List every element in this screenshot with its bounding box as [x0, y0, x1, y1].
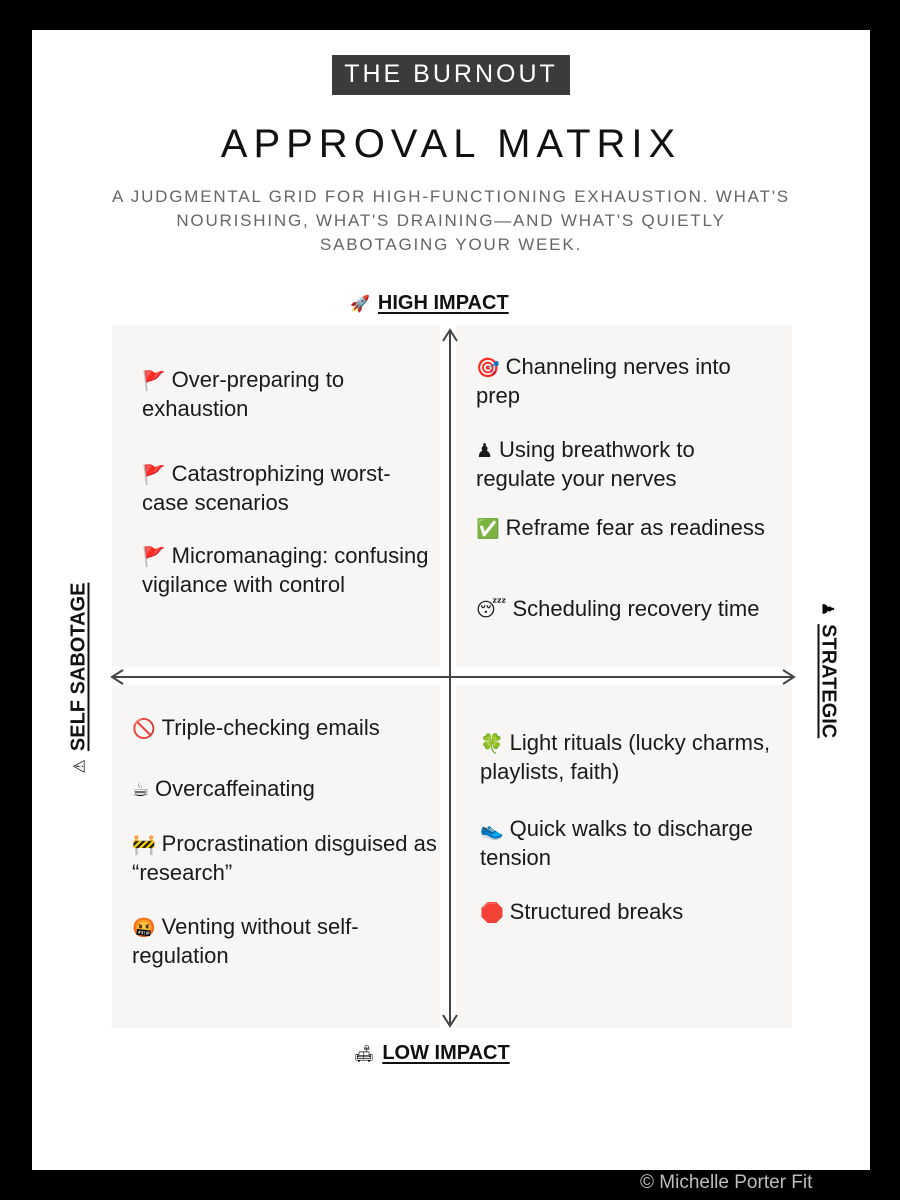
coffee-icon: ☕ — [132, 779, 150, 801]
chess-pawn-icon: ♟ — [476, 440, 494, 462]
construction-icon: 🚧 — [132, 834, 156, 856]
rocket-icon: 🚀 — [350, 294, 370, 313]
list-item: 🚧 Procrastination disguised as “research” — [132, 831, 437, 885]
list-item: 🤬 Venting without self-regulation — [132, 914, 359, 968]
page-subtitle: A JUDGMENTAL GRID FOR HIGH-FUNCTIONING EXHAUSTION. WHAT'S NOURISHING, WHAT'S DRAINING—AND WHAT'S QUIETLY SABOTAGING YOUR WEEK. — [112, 187, 790, 254]
axis-top-text: HIGH IMPACT — [377, 292, 509, 314]
infographic-card — [32, 30, 870, 1170]
red-flag-icon: 🚩 — [142, 546, 166, 568]
prohibited-icon: 🚫 — [132, 718, 156, 740]
axis-label-high-impact — [350, 292, 509, 315]
axis-left-text: SELF SABOTAGE — [67, 582, 90, 752]
check-mark-icon: ✅ — [476, 518, 500, 540]
list-item: ✅ Reframe fear as readiness — [476, 515, 765, 540]
chess-pawn-icon: ♟ — [818, 601, 838, 617]
list-item: 👟 Quick walks to discharge tension — [480, 816, 753, 870]
couch-icon: 🛋 — [354, 1044, 375, 1063]
axis-label-strategic — [817, 602, 840, 738]
sneaker-icon: 👟 — [480, 819, 504, 841]
target-icon: 🎯 — [476, 357, 500, 379]
kicker-label: THE BURNOUT — [332, 55, 570, 95]
axis-label-self-sabotage — [68, 583, 91, 774]
list-item: 🍀 Light rituals (lucky charms, playlists, faith) — [480, 730, 771, 784]
page-title: APPROVAL MATRIX — [220, 122, 682, 166]
list-item: ♟ Using breathwork to regulate your nerves — [476, 437, 695, 491]
stop-sign-icon: 🛑 — [480, 902, 504, 924]
axis-label-low-impact — [354, 1042, 510, 1065]
axis-bottom-text: LOW IMPACT — [382, 1042, 510, 1064]
axis-right-text: STRATEGIC — [817, 624, 840, 739]
red-flag-icon: 🚩 — [142, 370, 166, 392]
list-item: ☕ Overcaffeinating — [132, 776, 315, 801]
list-item: 🚩 Over-preparing to exhaustion — [142, 367, 345, 421]
list-item: 🛑 Structured breaks — [480, 899, 684, 924]
copyright-text: © Michelle Porter Fit — [640, 1172, 813, 1193]
sleeping-face-icon: 😴 — [476, 599, 507, 621]
list-item: 🎯 Channeling nerves into prep — [476, 354, 731, 408]
list-item: 🚫 Triple-checking emails — [132, 715, 380, 740]
list-item: 🚩 Micromanaging: confusing vigilance with control — [142, 543, 429, 597]
list-item: 😴 Scheduling recovery time — [476, 596, 760, 621]
four-leaf-clover-icon: 🍀 — [480, 733, 504, 755]
warning-icon: ⚠ — [69, 759, 89, 774]
angry-face-icon: 🤬 — [132, 917, 156, 939]
list-item: 🚩 Catastrophizing worst-case scenarios — [142, 461, 391, 515]
red-flag-icon: 🚩 — [142, 464, 166, 486]
